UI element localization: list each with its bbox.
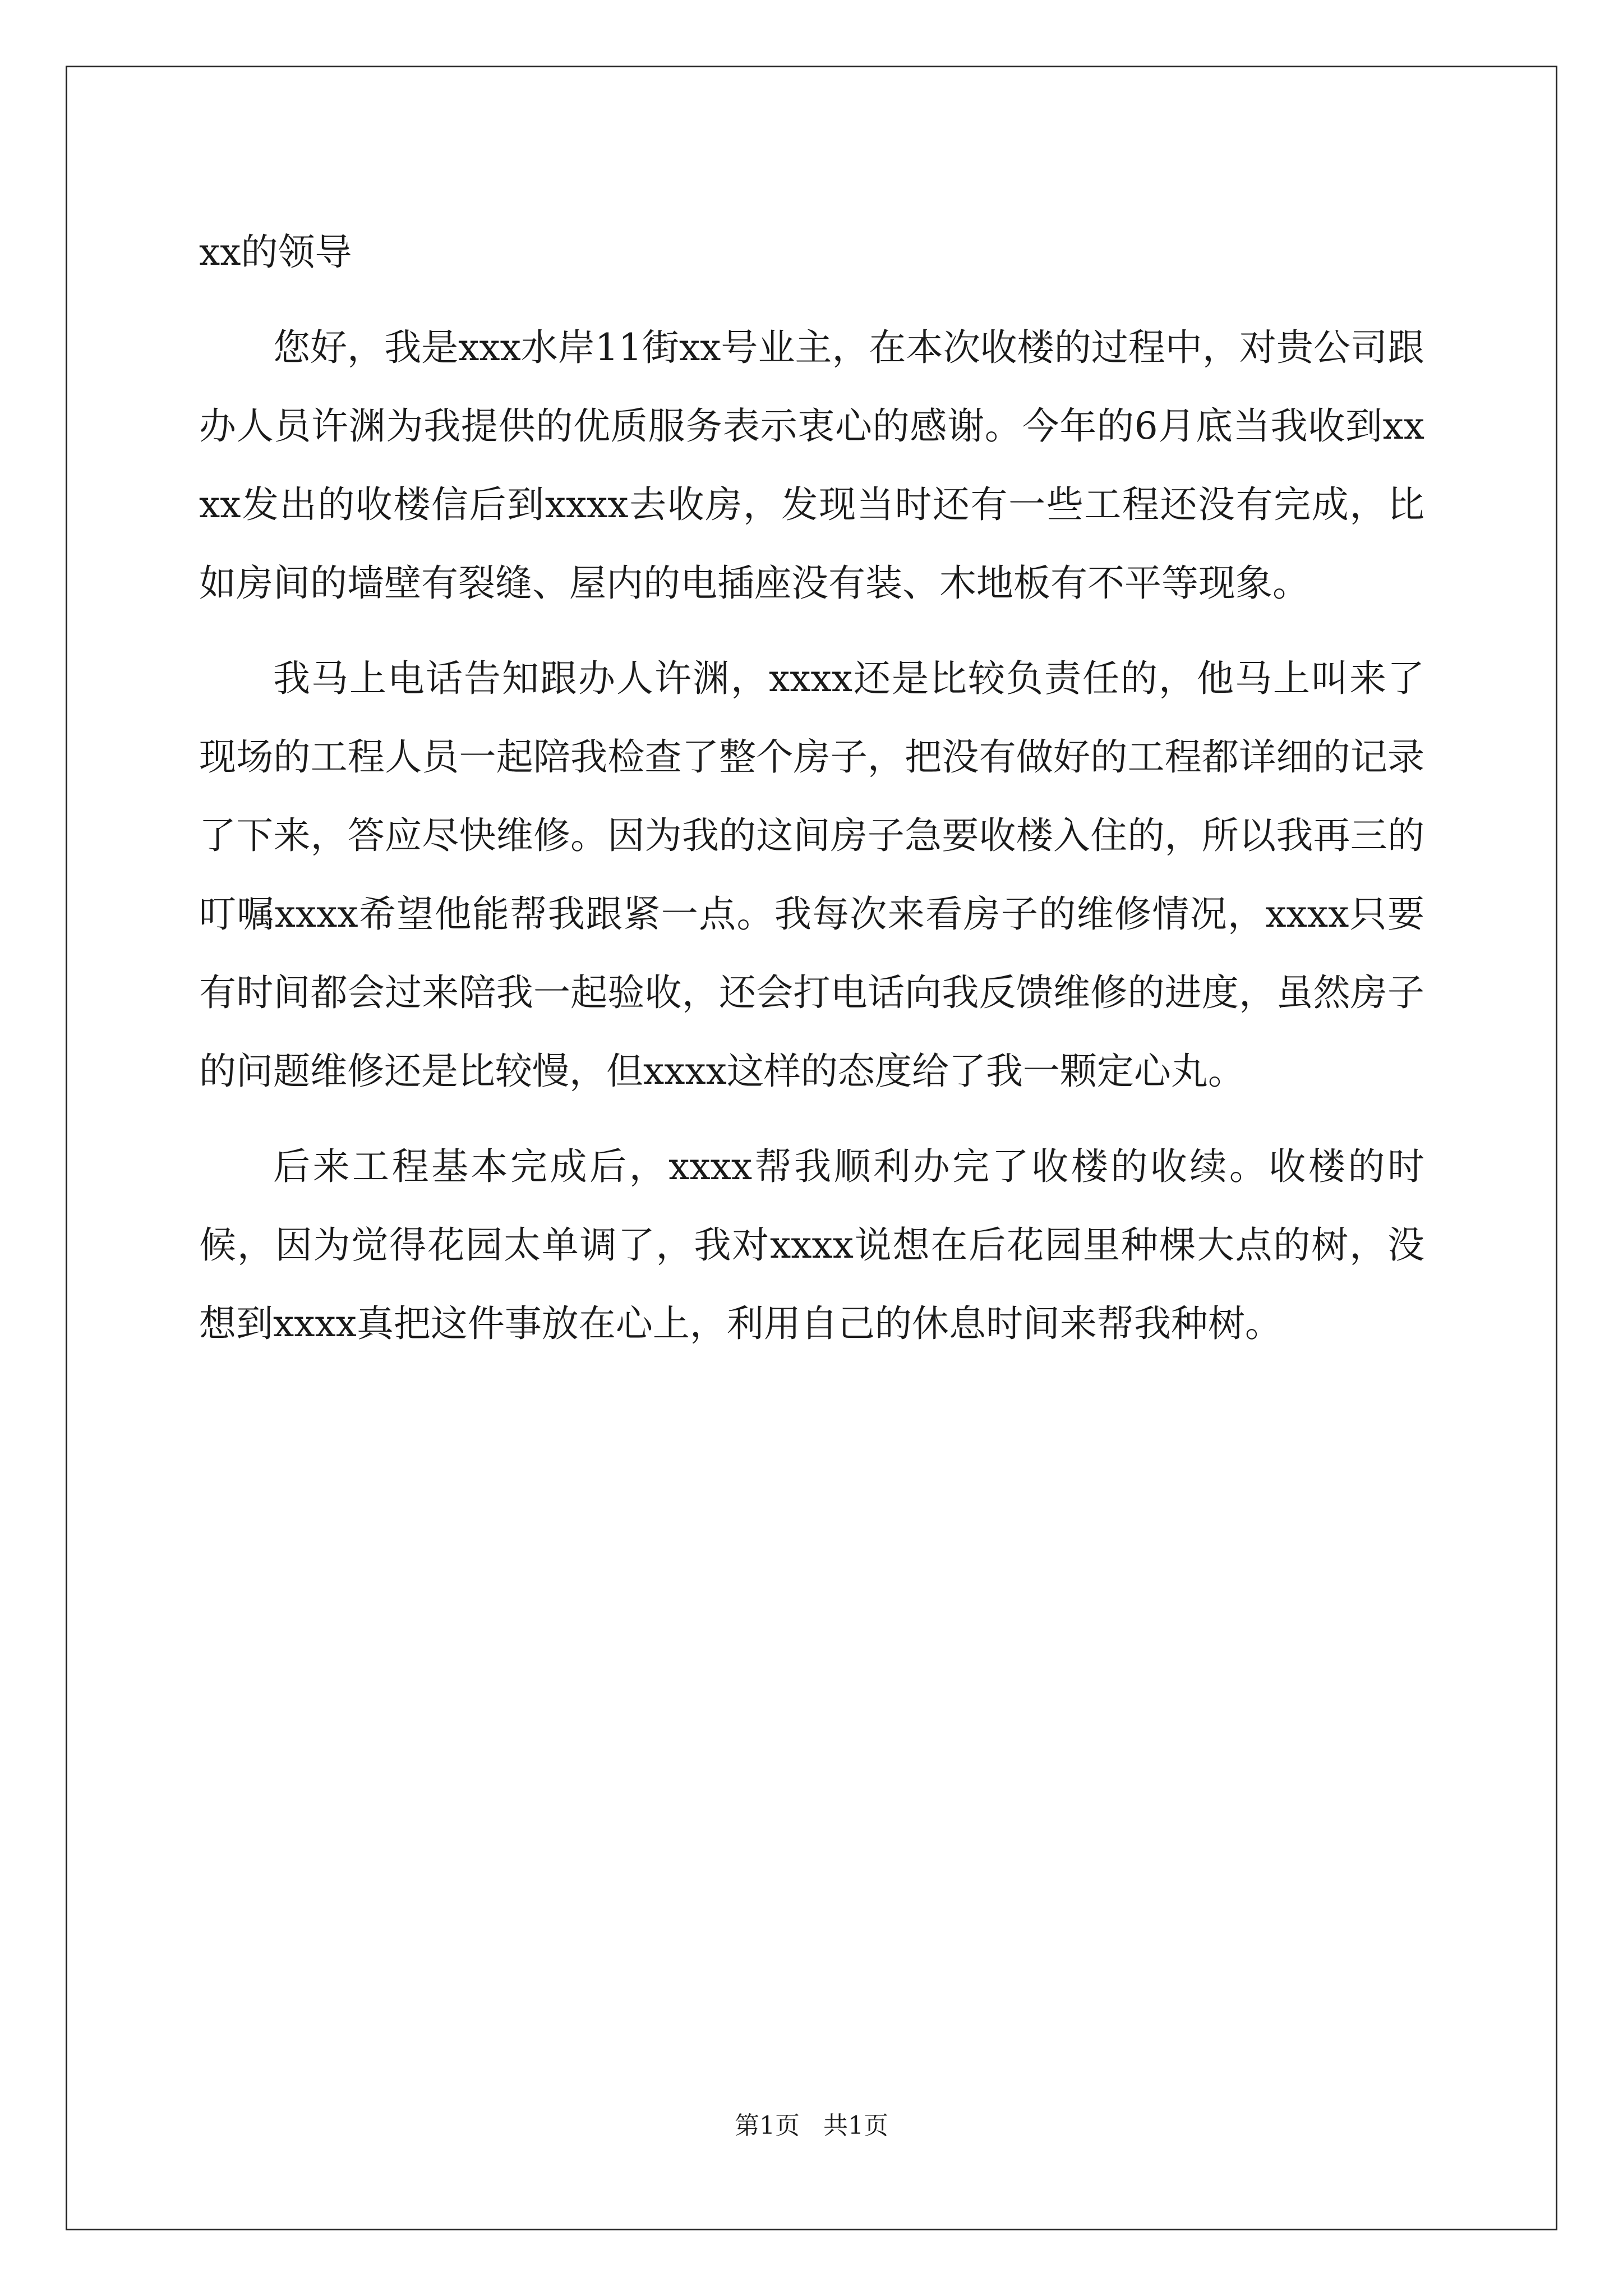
letter-body bbox=[199, 213, 1424, 1363]
page-footer: 第1页 共1页 bbox=[735, 2111, 888, 2140]
paragraph-2: 我马上电话告知跟办人许渊，xxxx还是比较负责任的，他马上叫来了现场的工程人员一起陪我检查了整个房子，把没有做好的工程都详细的记录了下来，答应尽快维修。因为我的这间房子急要收楼入住的，所以我再三的叮嘱xxxx希望他能帮我跟紧一点。我每次来看房子的维修情况，xxxx只要有时间都会过来陪我一起验收，还会打电话向我反馈维修的进度，虽然房子的问题维修还是比较慢，但xxxx这样的态度给了我一颗定心丸。 bbox=[199, 657, 1424, 1093]
paragraph-1: 您好，我是xxx水岸11街xx号业主，在本次收楼的过程中，对贵公司跟办人员许渊为我提供的优质服务表示衷心的感谢。今年的6月底当我收到xxxx发出的收楼信后到xxxx去收房，发现当时还有一些工程还没有完成，比如房间的墙壁有裂缝、屋内的电插座没有装、木地板有不平等现象。 bbox=[199, 326, 1424, 605]
paragraph-3: 后来工程基本完成后，xxxx帮我顺利办完了收楼的收续。收楼的时候，因为觉得花园太单调了，我对xxxx说想在后花园里种棵大点的树，没想到xxxx真把这件事放在心上，利用自己的休息时间来帮我种树。 bbox=[199, 1145, 1424, 1345]
salutation: xx的领导 bbox=[199, 231, 352, 274]
